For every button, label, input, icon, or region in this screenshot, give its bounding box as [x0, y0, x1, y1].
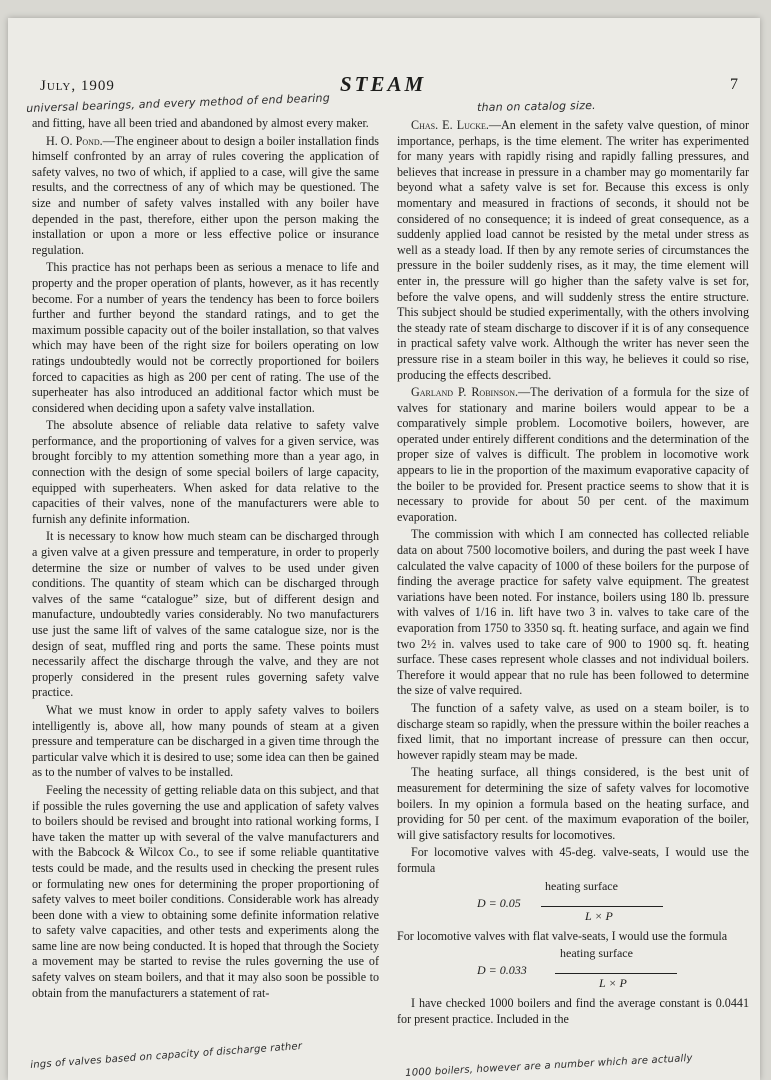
- paragraph-text: —An element in the safety valve question, of minor importance, perhaps, is the time element. The writer has experimented for many years with rapidly rising and rapidly falling pressures, and believes that increase in pressure in a chamber may go momentarily far beyond what a safety valve is set for. Because this excess is only momentary and measured in fractions of seconds, it should not be considered of no consequence; it is indeed of great consequence, as a suddenly applied load cannot be resisted by the metal under stress as well as a steady load. If then by any remote series of circumstances the pressure in the boiler suddenly rises, as it may, the time element will enter in, the pressure will go higher than the safety valve is set for, before the valve opens, and will suddenly stress the entire structure. This subject should be studied experimentally, with the others involving the steady rate of steam discharge to discover if it is of any consequence in practical safety valve work. Although the writer has never seen the pressure rise in a steam boiler in this way, he believes it could so rise, producing the effects described.: [397, 118, 749, 382]
- fraction-bar: [555, 973, 677, 974]
- speaker-name: Chas. E. Lucke.: [411, 118, 489, 132]
- formula-45deg-valve-seats: [397, 879, 749, 925]
- header-journal-title: STEAM: [340, 72, 427, 96]
- formula-lhs: D = 0.05: [477, 895, 521, 910]
- fraction-bar: [541, 906, 663, 907]
- header-page-number: 7: [730, 76, 738, 93]
- paragraph: Feeling the necessity of getting reliable data on this subject, and that if possible the rules governing the use and application of safety valves to boilers should be revised and brought into rational working forms, I have taken the matter up with several of the valve manufacturers and with the Babcock & Wilcox Co., to see if some reliable quantitative tests could be made, and the results used in checking the present rules or formulating new ones for determining the proper proportioning of safety valves to meet boiler conditions. Considerable work has already been done with a view to obtaining some definite information relative to safety valve capacities, and other tests and experiments along the same line are now being conducted. It is hoped that through the Society a movement may be started to revise the rules governing the use of safety valves on steam boilers, and that it may also soon be possible to obtain from the manufacturers a statement of rat-: [32, 782, 379, 1000]
- left-column: [32, 116, 379, 1003]
- document-page: [8, 18, 760, 1080]
- paragraph: For locomotive valves with 45-deg. valve-seats, I would use the formula: [397, 845, 749, 875]
- paragraph: What we must know in order to apply safety valves to boilers intelligently is, above all, how many pounds of steam at a given pressure and temperature can be discharged in a given time through the particular valve which it is desired to use; some idea can then be gained as to the number of valves to be installed.: [32, 702, 379, 780]
- paragraph: It is necessary to know how much steam can be discharged through a given valve at a given pressure and temperature, in order to properly determine the size or number of valves to be used under given conditions. The quantity of steam which can be discharged through valves of the same “catalogue” size, but of different design and manufacture, undoubtedly varies considerably. No two manufacturers use just the same lift of valves of the same catalogue size, nor is the design of seat, muffled ring and ports the same. These points must necessarily affect the discharge through the valve, and they are not properly considered in the present rules governing safety valve practice.: [32, 529, 379, 700]
- paragraph: The function of a safety valve, as used on a steam boiler, is to discharge steam so rapidly, when the pressure within the boiler reaches a fixed limit, that no important increase of pressure can then occur, however rapidly steam may be made.: [397, 700, 749, 762]
- paragraph-text: —The engineer about to design a boiler installation finds himself confronted by an array of rules covering the application of safety valves, no two of which, if applied to a case, will give the same results, and the correctness of any of which may be questioned. The size and number of safety valves installed with any boiler have depended in the past, therefore, either upon the person making the installation or upon a more or less effective police or insurance regulation.: [32, 133, 379, 257]
- paragraph: [397, 118, 749, 383]
- paragraph: [32, 134, 379, 259]
- paragraph: [397, 385, 749, 525]
- header-date: July, 1909: [40, 78, 115, 94]
- paragraph-text: —The derivation of a formula for the size of valves for stationary and marine boilers would appear to be a comparatively simple problem. Locomotive boilers, however, are operated under entirely different conditions and the determination of the proper size of valves is difficult. The problem in locomotive work appears to lie in the proportion of the maximum evaporative capacity of the boiler to be provided for. Present practice seems to show that it is necessary to provide for about 50 per cent. of the maximum evaporation.: [397, 385, 750, 524]
- formula-numerator: heating surface: [560, 946, 633, 961]
- formula-flat-valve-seats: [397, 946, 749, 992]
- paragraph: This practice has not perhaps been as serious a menace to life and property and the proper operation of plants, however, as it has recently become. For a number of years the tendency has been to force boilers further and further beyond the standard ratings, and to get the maximum possible capacity out of the boiler installation, so that valves which may have been of the right size for boilers operating on low ratings undoubtedly would not be correctly proportioned for boilers forced to capacities as high as 200 per cent of rating. The use of the superheater has also introduced an additional factor which must be considered when deciding upon a safety valve installation.: [32, 260, 379, 415]
- speaker-name: Garland P. Robinson.: [411, 385, 519, 400]
- paragraph: and fitting, have all been tried and abandoned by almost every maker.: [32, 116, 369, 130]
- handwritten-note-top-left: universal bearings, and every method of end bearing: [26, 91, 331, 115]
- page-header: [40, 66, 754, 96]
- formula-denominator: L × P: [585, 908, 613, 923]
- paragraph: The heating surface, all things considered, is the best unit of measurement for determining the size of safety valves for locomotive boilers. In my opinion a formula based on the heating surface, and providing for 50 per cent. of the maximum evaporation of the boiler, will give satisfactory results for locomotives.: [397, 765, 749, 842]
- paragraph: For locomotive valves with flat valve-seats, I would use the formula: [397, 928, 728, 943]
- handwritten-note-bottom-left: ings of valves based on capacity of discharge rather: [30, 1040, 303, 1071]
- formula-numerator: heating surface: [545, 878, 618, 893]
- paragraph: The absolute absence of reliable data relative to safety valve performance, and the proportioning of valves for a given service, was brought forcibly to my attention something more than a year ago, in connection with the design of some special boilers of large capacity, equipped with superheaters. When asked for data relative to the capacities of their valves, none of the manufacturers were able to furnish any definite information.: [32, 418, 379, 526]
- formula-denominator: L × P: [599, 976, 627, 991]
- paragraph: The commission with which I am connected has collected reliable data on about 7500 locomotive boilers, and during the past week I have calculated the valve capacity of 1000 of these boilers for the purpose of finding the average practice for safety valve equipment. The greatest variations have been noted. For instance, boilers using 180 lb. pressure with valves of 1/16 in. lift have two 3 in. valves to take care of the evaporation from 1750 to 3350 sq. ft. heating surface, and again we find two 2½ in. valves used to take care of 900 to 1900 sq. ft. heating surface. These cases represent whole classes and not individual boilers. Therefore it would appear that no rule has been followed to determine the size of valve required.: [397, 527, 749, 698]
- handwritten-note-bottom-right: 1000 boilers, however are a number which are actually: [405, 1052, 693, 1079]
- formula-lhs: D = 0.033: [477, 963, 527, 978]
- speaker-name: H. O. Pond.: [46, 133, 103, 148]
- handwritten-note-top-right: than on catalog size.: [476, 98, 596, 115]
- paragraph: I have checked 1000 boilers and find the average constant is 0.0441 for present practice. Included in the: [397, 996, 749, 1026]
- right-column: [397, 118, 749, 1029]
